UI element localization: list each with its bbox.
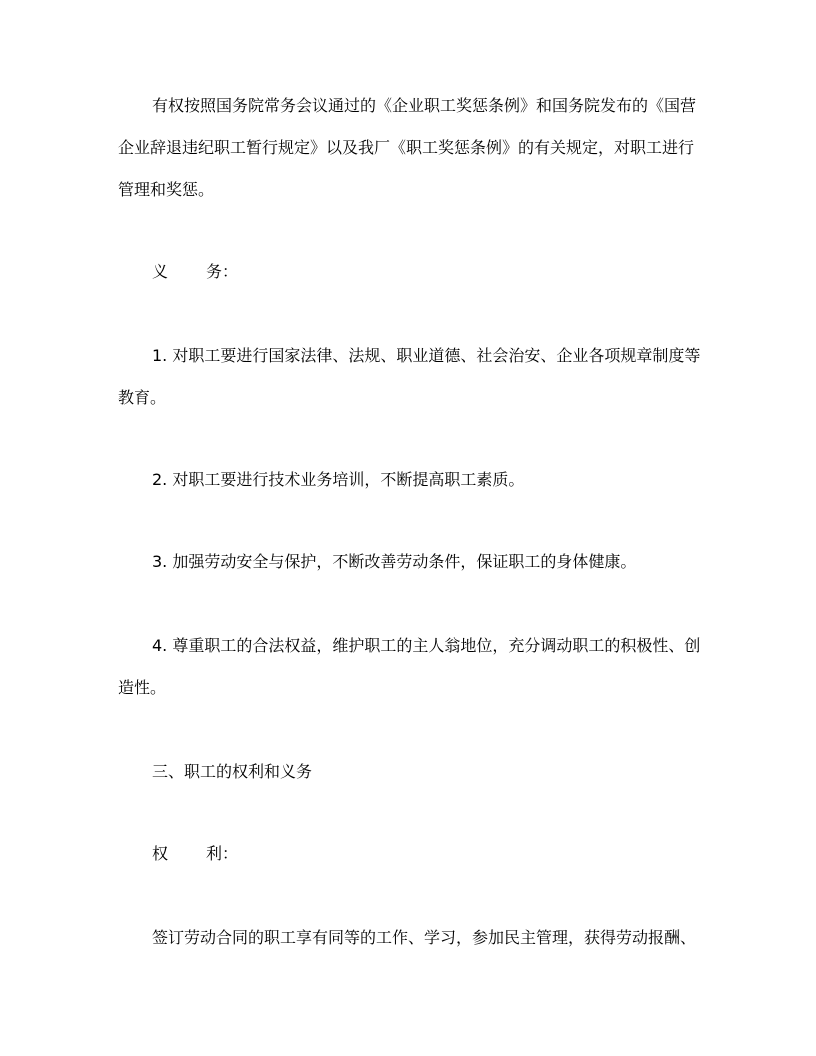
list-item-4-line2: 造性。 [118, 678, 167, 697]
list-item-1-line2: 教育。 [118, 388, 167, 407]
paragraph-line: 有权按照国务院常务会议通过的《企业职工奖惩条例》和国务院发布的《国营 [152, 96, 697, 115]
duty-heading [152, 262, 238, 282]
list-item-3: 3. 加强劳动安全与保护，不断改善劳动条件，保证职工的身体健康。 [152, 552, 637, 571]
list-item-4-line1: 4. 尊重职工的合法权益，维护职工的主人翁地位，充分调动职工的积极性、创 [152, 636, 701, 655]
section-heading: 三、职工的权利和义务 [152, 762, 313, 781]
duty-heading-char1: 义 [152, 262, 169, 281]
paragraph-line: 管理和奖惩。 [118, 180, 215, 199]
list-item-1-line1: 1. 对职工要进行国家法律、法规、职业道德、社会治安、企业各项规章制度等 [152, 346, 701, 365]
rights-heading-char2: 利： [206, 844, 239, 863]
rights-heading-char1: 权 [152, 844, 169, 863]
paragraph-line: 企业辞退违纪职工暂行规定》以及我厂《职工奖惩条例》的有关规定，对职工进行 [118, 138, 695, 157]
list-item-2: 2. 对职工要进行技术业务培训，不断提高职工素质。 [152, 470, 525, 489]
rights-paragraph-line1: 签订劳动合同的职工享有同等的工作、学习，参加民主管理，获得劳动报酬、 [152, 928, 697, 947]
duty-heading-char2: 务： [206, 262, 239, 281]
rights-heading [152, 844, 238, 864]
